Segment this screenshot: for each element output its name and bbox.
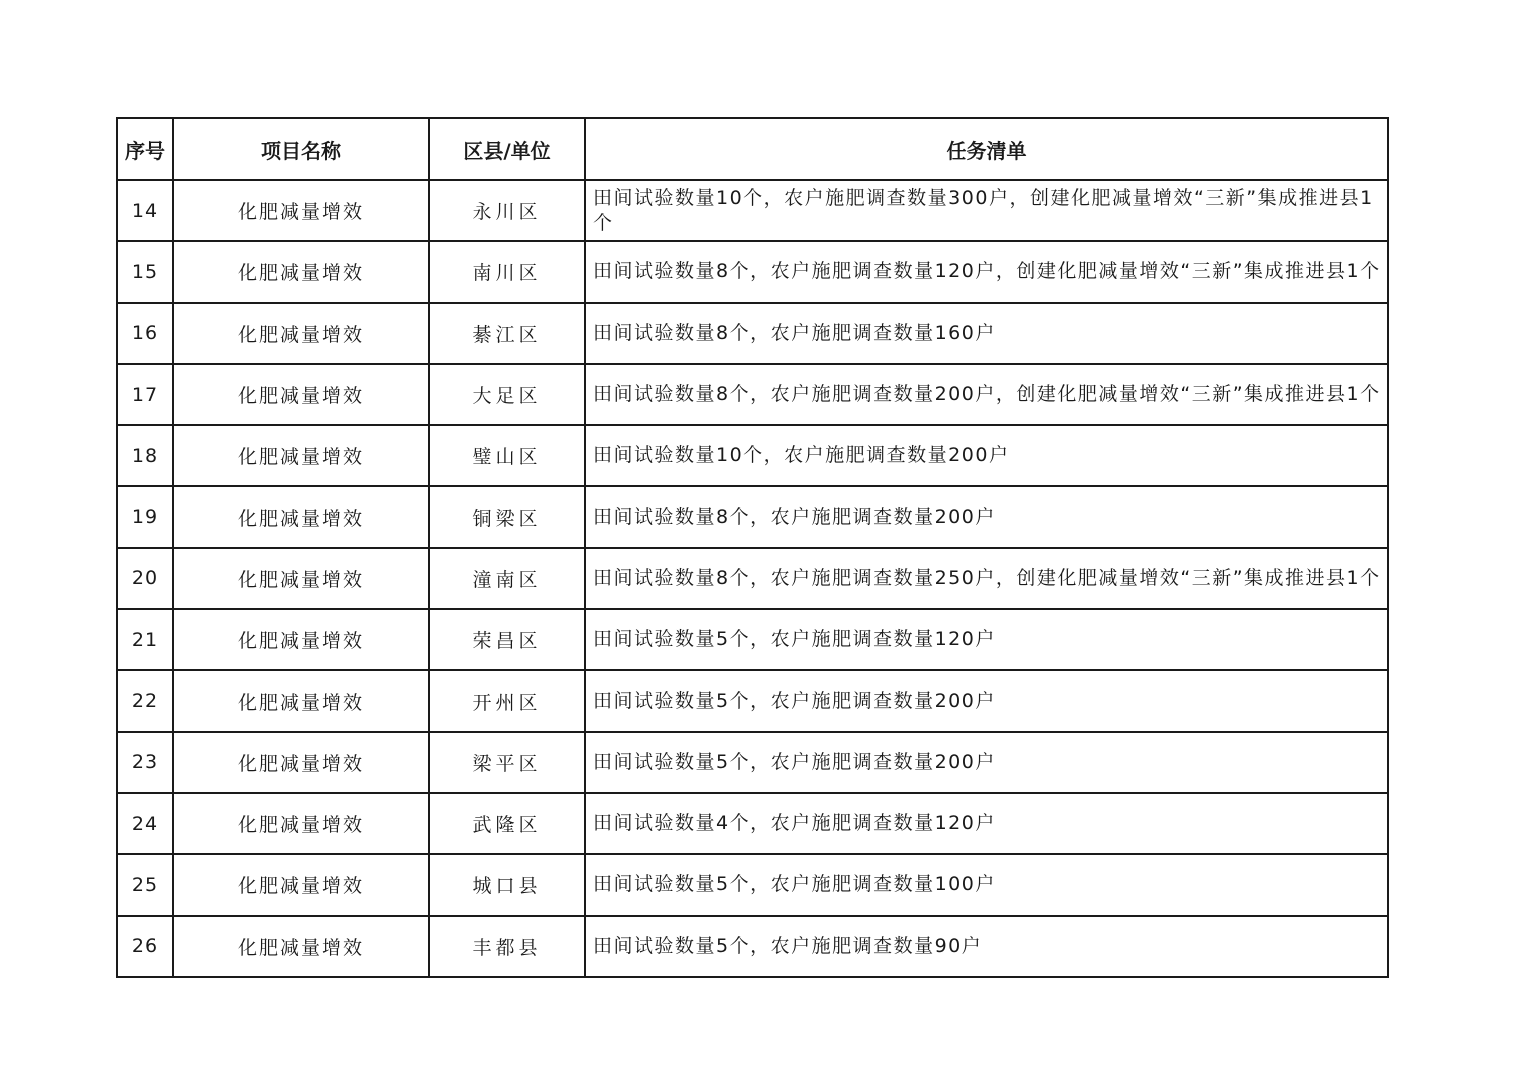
cell-district-unit: 荣昌区 (429, 609, 585, 670)
cell-district-unit: 潼南区 (429, 548, 585, 609)
cell-district-unit: 武隆区 (429, 793, 585, 854)
cell-district-unit: 綦江区 (429, 303, 585, 364)
cell-task: 田间试验数量4个，农户施肥调查数量120户 (585, 793, 1388, 854)
cell-no: 25 (117, 854, 173, 915)
cell-no: 16 (117, 303, 173, 364)
cell-project-name: 化肥减量增效 (173, 425, 429, 486)
cell-project-name: 化肥减量增效 (173, 364, 429, 425)
cell-task: 田间试验数量8个，农户施肥调查数量250户，创建化肥减量增效“三新”集成推进县1个 (585, 548, 1388, 609)
cell-district-unit: 璧山区 (429, 425, 585, 486)
table-row (117, 364, 1388, 425)
cell-no: 21 (117, 609, 173, 670)
cell-no: 22 (117, 670, 173, 731)
table-row (117, 854, 1388, 915)
cell-task: 田间试验数量5个，农户施肥调查数量120户 (585, 609, 1388, 670)
cell-project-name: 化肥减量增效 (173, 241, 429, 302)
cell-project-name: 化肥减量增效 (173, 793, 429, 854)
cell-no: 20 (117, 548, 173, 609)
table-row (117, 609, 1388, 670)
table-row (117, 425, 1388, 486)
cell-task: 田间试验数量10个，农户施肥调查数量200户 (585, 425, 1388, 486)
cell-no: 26 (117, 916, 173, 977)
task-list-table (116, 117, 1389, 978)
table-row (117, 486, 1388, 547)
cell-no: 24 (117, 793, 173, 854)
header-no: 序号 (117, 118, 173, 180)
cell-district-unit: 铜梁区 (429, 486, 585, 547)
cell-project-name: 化肥减量增效 (173, 854, 429, 915)
table-header-row (117, 118, 1388, 180)
table-row (117, 303, 1388, 364)
table-row (117, 670, 1388, 731)
header-project-name: 项目名称 (173, 118, 429, 180)
cell-district-unit: 梁平区 (429, 732, 585, 793)
table-row (117, 916, 1388, 977)
cell-task: 田间试验数量8个，农户施肥调查数量160户 (585, 303, 1388, 364)
table-row (117, 241, 1388, 302)
header-task-list: 任务清单 (585, 118, 1388, 180)
cell-district-unit: 大足区 (429, 364, 585, 425)
cell-project-name: 化肥减量增效 (173, 916, 429, 977)
cell-task: 田间试验数量8个，农户施肥调查数量200户 (585, 486, 1388, 547)
table-row (117, 548, 1388, 609)
cell-no: 14 (117, 180, 173, 241)
table-row (117, 793, 1388, 854)
cell-district-unit: 开州区 (429, 670, 585, 731)
cell-task: 田间试验数量5个，农户施肥调查数量200户 (585, 732, 1388, 793)
cell-no: 18 (117, 425, 173, 486)
cell-task: 田间试验数量5个，农户施肥调查数量90户 (585, 916, 1388, 977)
task-list-table-container (116, 117, 1387, 978)
cell-task: 田间试验数量10个，农户施肥调查数量300户，创建化肥减量增效“三新”集成推进县1个 (585, 180, 1388, 241)
table-row (117, 732, 1388, 793)
cell-district-unit: 南川区 (429, 241, 585, 302)
cell-project-name: 化肥减量增效 (173, 303, 429, 364)
cell-project-name: 化肥减量增效 (173, 180, 429, 241)
cell-no: 19 (117, 486, 173, 547)
cell-no: 17 (117, 364, 173, 425)
cell-project-name: 化肥减量增效 (173, 670, 429, 731)
cell-no: 23 (117, 732, 173, 793)
cell-project-name: 化肥减量增效 (173, 486, 429, 547)
cell-district-unit: 永川区 (429, 180, 585, 241)
cell-district-unit: 城口县 (429, 854, 585, 915)
cell-project-name: 化肥减量增效 (173, 548, 429, 609)
cell-task: 田间试验数量5个，农户施肥调查数量100户 (585, 854, 1388, 915)
cell-project-name: 化肥减量增效 (173, 609, 429, 670)
cell-project-name: 化肥减量增效 (173, 732, 429, 793)
cell-district-unit: 丰都县 (429, 916, 585, 977)
cell-no: 15 (117, 241, 173, 302)
header-district-unit: 区县/单位 (429, 118, 585, 180)
table-row (117, 180, 1388, 241)
cell-task: 田间试验数量5个，农户施肥调查数量200户 (585, 670, 1388, 731)
cell-task: 田间试验数量8个，农户施肥调查数量120户，创建化肥减量增效“三新”集成推进县1个 (585, 241, 1388, 302)
cell-task: 田间试验数量8个，农户施肥调查数量200户，创建化肥减量增效“三新”集成推进县1个 (585, 364, 1388, 425)
